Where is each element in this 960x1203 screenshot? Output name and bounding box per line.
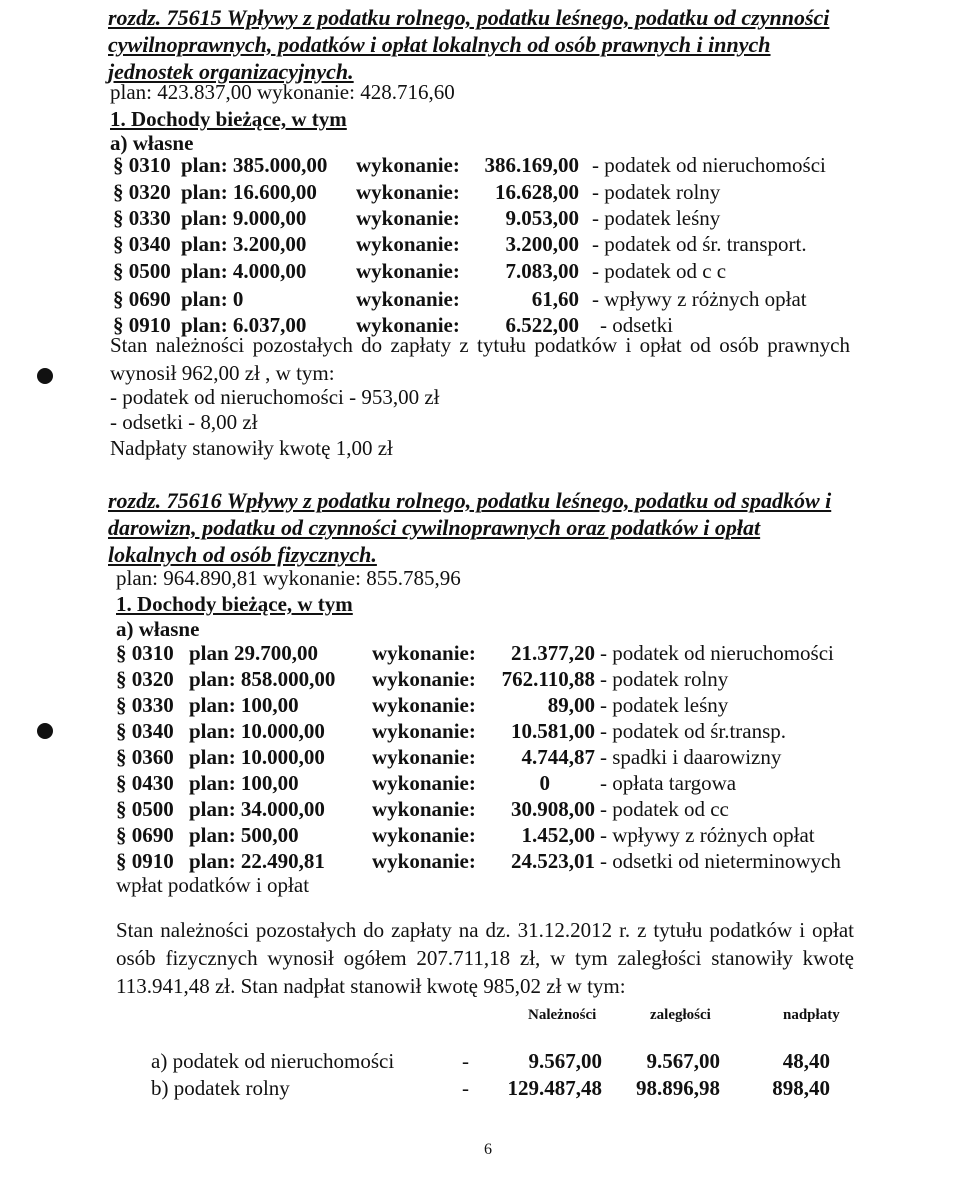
- exec-value: 89,00: [547, 693, 595, 717]
- exec-label: wykonanie:: [356, 153, 460, 177]
- row-description: - podatek od śr.transp.: [600, 719, 787, 743]
- plan-value: plan: 4.000,00: [181, 259, 307, 283]
- exec-label: wykonanie:: [356, 259, 460, 283]
- paragraph-code: § 0430: [116, 771, 174, 795]
- row-description: - wpływy z różnych opłat: [592, 287, 807, 311]
- receivables-value: 129.487,48: [507, 1076, 602, 1100]
- section-75616-heading: rozdz. 75616 Wpływy z podatku rolnego, podatku leśnego, podatku od spadków i darowizn, podatku od czynności cywilnoprawnych oraz podatków i opłat lokalnych od osób fizycznych.: [108, 488, 832, 567]
- exec-label: wykonanie:: [372, 693, 476, 717]
- plan-value: plan: 22.490,81: [189, 849, 325, 873]
- exec-label: wykonanie:: [356, 232, 460, 256]
- exec-label: wykonanie:: [356, 180, 460, 204]
- exec-value: 24.523,01: [511, 849, 595, 873]
- section-75615-item-property-tax: - podatek od nieruchomości - 953,00 zł: [110, 385, 440, 409]
- exec-value: 386.169,00: [484, 153, 579, 177]
- overpayments-value: 48,40: [782, 1049, 830, 1073]
- plan-value: plan: 10.000,00: [189, 745, 325, 769]
- column-header-receivables: Należności: [528, 1007, 597, 1023]
- row-description: - podatek leśny: [592, 206, 721, 230]
- section-75616-plan-line: plan: 964.890,81 wykonanie: 855.785,96: [116, 566, 461, 590]
- row-label: b) podatek rolny: [151, 1076, 290, 1100]
- section-75616-row-continuation: wpłat podatków i opłat: [116, 873, 310, 897]
- plan-value: plan: 10.000,00: [189, 719, 325, 743]
- plan-value: plan: 500,00: [189, 823, 299, 847]
- row-dash: -: [462, 1049, 469, 1073]
- exec-value: 10.581,00: [511, 719, 595, 743]
- section-75615-paragraph: Stan należności pozostałych do zapłaty z tytułu podatków i opłat od osób prawnych wynosił 962,00 zł , w tym:: [110, 333, 850, 385]
- paragraph-code: § 0910: [116, 849, 174, 873]
- paragraph-code: § 0910: [113, 313, 171, 337]
- paragraph-code: § 0330: [113, 206, 171, 230]
- exec-value: 3.200,00: [505, 232, 579, 256]
- plan-value: plan: 9.000,00: [181, 206, 307, 230]
- row-description: - opłata targowa: [600, 771, 737, 795]
- exec-value: 16.628,00: [495, 180, 579, 204]
- exec-value: 7.083,00: [505, 259, 579, 283]
- column-header-overpayments: nadpłaty: [783, 1007, 840, 1023]
- row-description: - podatek rolny: [600, 667, 729, 691]
- plan-value: plan: 858.000,00: [189, 667, 336, 691]
- plan-value: plan: 16.600,00: [181, 180, 317, 204]
- section-75615-item-interest: - odsetki - 8,00 zł: [110, 410, 258, 434]
- receivables-value: 9.567,00: [528, 1049, 602, 1073]
- exec-value: 762.110,88: [501, 667, 595, 691]
- exec-label: wykonanie:: [372, 797, 476, 821]
- exec-value: 4.744,87: [521, 745, 595, 769]
- paragraph-code: § 0310: [116, 641, 174, 665]
- row-description: - podatek leśny: [600, 693, 729, 717]
- paragraph-code: § 0690: [116, 823, 174, 847]
- exec-value: 30.908,00: [511, 797, 595, 821]
- plan-value: plan: 6.037,00: [181, 313, 307, 337]
- paragraph-code: § 0330: [116, 693, 174, 717]
- row-description: - podatek od nieruchomości: [600, 641, 834, 665]
- paragraph-code: § 0320: [116, 667, 174, 691]
- paragraph-code: § 0310: [113, 153, 171, 177]
- exec-value: 61,60: [531, 287, 579, 311]
- plan-value: plan: 3.200,00: [181, 232, 307, 256]
- exec-label: wykonanie:: [356, 287, 460, 311]
- exec-label: wykonanie:: [372, 823, 476, 847]
- plan-value: plan: 385.000,00: [181, 153, 328, 177]
- paragraph-code: § 0690: [113, 287, 171, 311]
- page-number: 6: [484, 1141, 492, 1158]
- paragraph-code: § 0500: [113, 259, 171, 283]
- paragraph-code: § 0360: [116, 745, 174, 769]
- arrears-value: 98.896,98: [636, 1076, 720, 1100]
- row-description: - podatek od nieruchomości: [592, 153, 826, 177]
- row-description: - odsetki od nieterminowych: [600, 849, 841, 873]
- exec-label: wykonanie:: [356, 206, 460, 230]
- exec-value: 9.053,00: [505, 206, 579, 230]
- column-header-arrears: zaległości: [650, 1007, 711, 1023]
- row-description: - wpływy z różnych opłat: [600, 823, 815, 847]
- exec-value: 6.522,00: [505, 313, 579, 337]
- paragraph-code: § 0500: [116, 797, 174, 821]
- section-75615-subheading: 1. Dochody bieżące, w tym: [110, 107, 347, 131]
- section-75615-plan-line: plan: 423.837,00 wykonanie: 428.716,60: [110, 80, 455, 104]
- section-75616-subheading: 1. Dochody bieżące, w tym: [116, 592, 353, 616]
- section-75615-own-label: a) własne: [110, 131, 194, 155]
- plan-value: plan: 0: [181, 287, 244, 311]
- section-75615-overpayments: Nadpłaty stanowiły kwotę 1,00 zł: [110, 436, 393, 460]
- plan-value: plan: 100,00: [189, 693, 299, 717]
- section-75615-heading: rozdz. 75615 Wpływy z podatku rolnego, podatku leśnego, podatku od czynności cywilnoprawnych, podatków i opłat lokalnych od osób prawnych i innych jednostek organizacyjnych.: [108, 5, 830, 84]
- row-description: - podatek rolny: [592, 180, 721, 204]
- plan-value: plan 29.700,00: [189, 641, 318, 665]
- arrears-value: 9.567,00: [646, 1049, 720, 1073]
- exec-label: wykonanie:: [372, 771, 476, 795]
- exec-label: wykonanie:: [372, 667, 476, 691]
- exec-label: wykonanie:: [372, 849, 476, 873]
- row-description: - podatek od c c: [592, 259, 727, 283]
- exec-label: wykonanie:: [372, 641, 476, 665]
- exec-value: 0: [539, 771, 550, 795]
- row-description: - spadki i daarowizny: [600, 745, 782, 769]
- plan-value: plan: 34.000,00: [189, 797, 325, 821]
- paragraph-code: § 0320: [113, 180, 171, 204]
- exec-label: wykonanie:: [356, 313, 460, 337]
- row-dash: -: [462, 1076, 469, 1100]
- section-75616-paragraph: Stan należności pozostałych do zapłaty na dz. 31.12.2012 r. z tytułu podatków i opłat osób fizycznych wynosił ogółem 207.711,18 zł, w tym zaległości stanowiły kwotę 113.941,48 zł. Stan nadpłat stanowił kwotę 985,02 zł w tym:: [116, 918, 854, 998]
- punch-hole-top: [37, 368, 53, 384]
- exec-label: wykonanie:: [372, 745, 476, 769]
- exec-value: 21.377,20: [511, 641, 595, 665]
- overpayments-value: 898,40: [772, 1076, 830, 1100]
- row-description: - podatek od śr. transport.: [592, 232, 807, 256]
- punch-hole-bottom: [37, 723, 53, 739]
- section-75616-own-label: a) własne: [116, 617, 200, 641]
- exec-value: 1.452,00: [521, 823, 595, 847]
- paragraph-code: § 0340: [116, 719, 174, 743]
- row-description: - podatek od cc: [600, 797, 729, 821]
- paragraph-code: § 0340: [113, 232, 171, 256]
- row-description: - odsetki: [600, 313, 673, 337]
- plan-value: plan: 100,00: [189, 771, 299, 795]
- row-label: a) podatek od nieruchomości: [151, 1049, 395, 1073]
- exec-label: wykonanie:: [372, 719, 476, 743]
